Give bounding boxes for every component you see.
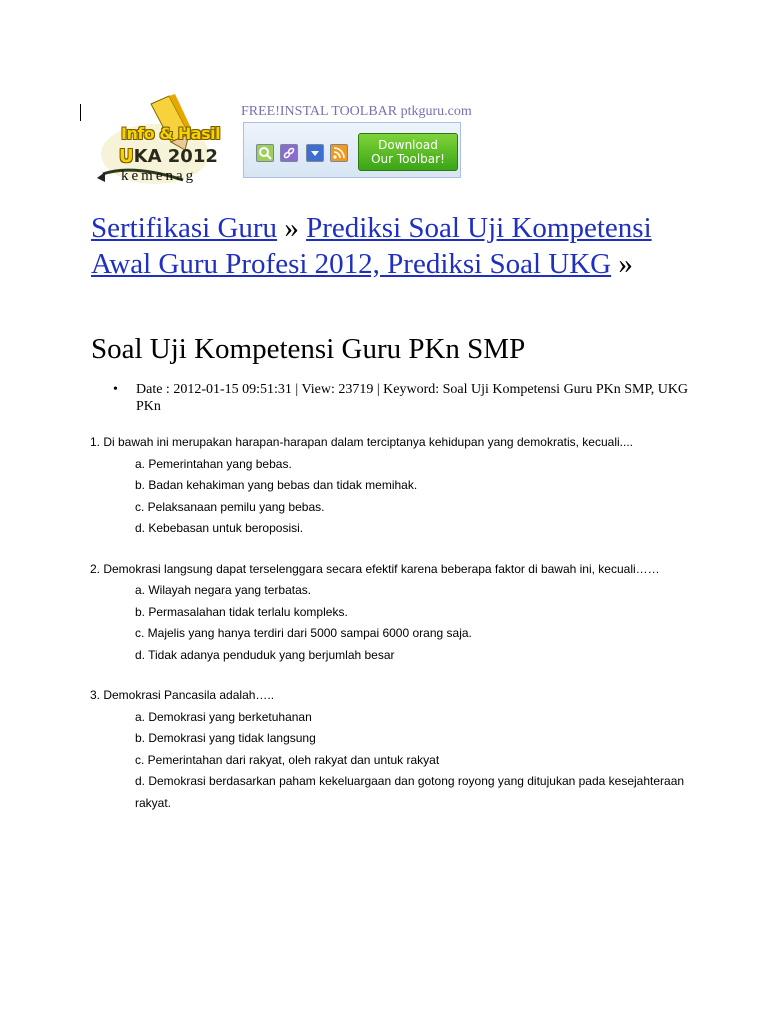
breadcrumb-separator: » — [284, 212, 299, 244]
search-icon — [256, 144, 274, 162]
answer-option: c. Majelis yang hanya terdiri dari 5000 sampai 6000 orang saja. — [135, 626, 472, 640]
text-cursor — [80, 104, 81, 121]
link-icon — [280, 144, 298, 162]
answer-option: b. Badan kehakiman yang bebas dan tidak memihak. — [135, 478, 418, 492]
download-label-1: Download — [378, 138, 438, 152]
question-item — [90, 432, 710, 540]
answer-option: c. Pelaksanaan pemilu yang bebas. — [135, 499, 325, 514]
answer-option: c. Pemerintahan dari rakyat, oleh rakyat dan untuk rakyat — [135, 752, 440, 767]
logo-line-3: kemenag — [121, 168, 197, 184]
answer-option: a. Demokrasi yang berketuhanan — [135, 709, 312, 724]
ukg-logo — [93, 94, 241, 190]
question-text: 2. Demokrasi langsung dapat terselenggara secara efektif karena beberapa faktor di bawah ini, kecuali…… — [90, 561, 660, 576]
answer-option: a. Pemerintahan yang bebas. — [135, 456, 292, 471]
logo-line-1: Info & Hasil — [121, 124, 221, 143]
breadcrumb-link-sertifikasi[interactable]: Sertifikasi Guru — [91, 212, 278, 244]
question-text: 1. Di bawah ini merupakan harapan-harapan dalam terciptanya kehidupan yang demokratis, kecuali.... — [90, 435, 633, 449]
question-text: 3. Demokrasi Pancasila adalah….. — [90, 688, 275, 702]
question-item — [90, 559, 710, 667]
toolbar-banner[interactable] — [243, 122, 461, 178]
dropdown-icon — [306, 144, 324, 162]
logo-year: KA 2012 — [133, 146, 218, 167]
download-label-2: Our Toolbar! — [371, 152, 445, 166]
answer-option: d. Kebebasan untuk beroposisi. — [135, 521, 304, 535]
page-title: Soal Uji Kompetensi Guru PKn SMP — [91, 333, 526, 365]
answer-option: b. Demokrasi yang tidak langsung — [135, 731, 316, 745]
download-toolbar-button[interactable] — [358, 133, 458, 171]
logo-letter-u: U — [119, 146, 134, 167]
rss-icon — [330, 144, 348, 162]
install-toolbar-link[interactable]: FREE!INSTAL TOOLBAR ptkguru.com — [241, 104, 472, 119]
breadcrumb-separator: » — [618, 248, 633, 280]
answer-option: d. Demokrasi berdasarkan paham kekeluargaan dan gotong royong yang ditujukan pada kesejahteraan rakyat. — [135, 774, 685, 810]
logo-line-2 — [119, 146, 218, 167]
breadcrumb — [91, 210, 711, 282]
answer-option: d. Tidak adanya penduduk yang berjumlah besar — [135, 647, 395, 662]
answer-option: b. Permasalahan tidak terlalu kompleks. — [135, 604, 348, 619]
bullet: • — [113, 382, 118, 397]
meta-text: Date : 2012-01-15 09:51:31 | View: 23719 | Keyword: Soal Uji Kompetensi Guru PKn SMP, UKG PKn — [136, 382, 689, 414]
question-list — [90, 432, 710, 833]
breadcrumb-link-prediksi[interactable]: Prediksi Soal Uji Kompetensi Awal Guru Profesi 2012, Prediksi Soal UKG — [91, 212, 652, 280]
answer-option: a. Wilayah negara yang terbatas. — [135, 583, 312, 597]
question-item — [90, 685, 710, 814]
